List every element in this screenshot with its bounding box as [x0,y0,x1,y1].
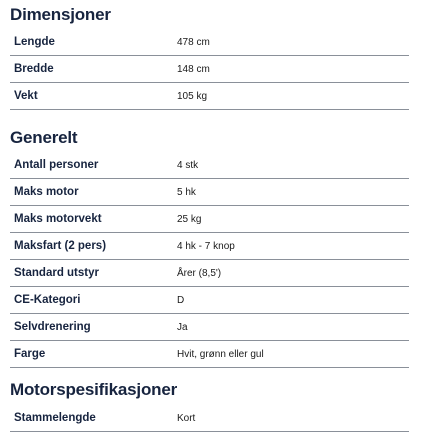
section-title-dimensjoner: Dimensjoner [10,5,111,24]
spec-row [10,287,409,314]
spec-value: 105 kg [177,91,208,102]
spec-label: CE-Kategori [14,294,81,306]
section-title-generelt: Generelt [10,128,78,147]
spec-table-motorspesifikasjoner [10,405,409,432]
spec-label: Lengde [14,36,55,48]
spec-row [10,405,409,432]
spec-value: 4 hk - 7 knop [177,241,235,252]
spec-row [10,314,409,341]
spec-label: Maks motor [14,186,79,198]
spec-value: Ja [177,322,188,333]
spec-value: 148 cm [177,64,210,75]
spec-label: Stammelengde [14,412,96,424]
spec-value: Kort [177,413,196,424]
spec-label: Bredde [14,63,54,75]
spec-row [10,152,409,179]
spec-label: Farge [14,348,46,360]
spec-label: Antall personer [14,159,99,171]
spec-table-dimensjoner [10,29,409,110]
section-title-motorspesifikasjoner: Motorspesifikasjoner [10,380,177,399]
spec-label: Selvdrenering [14,321,91,333]
spec-row [10,233,409,260]
spec-row [10,29,409,56]
spec-row [10,56,409,83]
spec-row [10,83,409,110]
spec-label: Maksfart (2 pers) [14,240,107,252]
spec-label: Maks motorvekt [14,213,102,225]
spec-row [10,206,409,233]
spec-value: 4 stk [177,160,199,171]
spec-row [10,179,409,206]
spec-value: D [177,295,185,306]
spec-label: Standard utstyr [14,267,99,279]
spec-value: Årer (8,5') [177,268,222,279]
spec-table-generelt [10,152,409,368]
spec-value: Hvit, grønn eller gul [177,349,264,360]
spec-row [10,260,409,287]
spec-value: 25 kg [177,214,202,225]
spec-value: 478 cm [177,37,210,48]
spec-label: Vekt [14,90,38,102]
spec-row [10,341,409,368]
spec-value: 5 hk [177,187,196,198]
